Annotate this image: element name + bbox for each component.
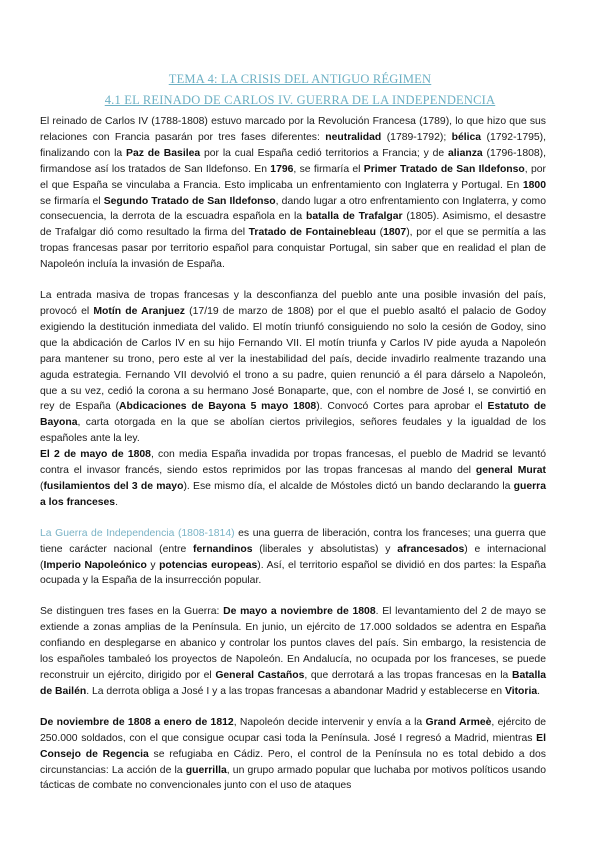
body-text [40,114,546,794]
section-title: 4.1 EL REINADO DE CARLOS IV. GUERRA DE LA INDEPENDENCIA [104,93,496,107]
paragraph-fase-2: De noviembre de 1808 a enero de 1812, Napoleón decide intervenir y envía a la Grand Armeè, ejército de 250.000 soldados, con el que consigue ocupar casi toda la Península. José I regresó a Madrid, mientras El Consejo de Regencia se refugiaba en Cádiz. Pero, el control de la Península no es total debido a dos circunstancias: La acción de la guerrilla, un grupo armado popular que luchaba por motivos políticos usando tácticas de combate no convencionales junto con el uso de ataques [40,716,547,792]
highlighted-term: La Guerra de Independencia (1808-1814) [40,527,235,539]
paragraph-reinado: El reinado de Carlos IV (1788-1808) estuvo marcado por la Revolución Francesa (1789), lo que hizo que sus relaciones con Francia pasarán por tres fases diferentes: neutralidad (1789-1792); bélica (1792-1795), finalizando con la Paz de Basilea por la cual España cedió territorios a Francia; y de alianza (1796-1808), firmandose así los tratados de San Ildefonso. En 1796, se firmaría el Primer Tratado de San Ildefonso, por el que España se vinculaba a Francia. Esto implicaba un enfrentamiento con Inglaterra y Portugal. En 1800 se firmaría el Segundo Tratado de San Ildefonso, dando lugar a otro enfrentamiento con Inglaterra, y como consecuencia, la derrota de la escuadra española en la batalla de Trafalgar (1805). Asimismo, el desastre de Trafalgar dió como resultado la firma del Tratado de Fontainebleau (1807), por el que se permitía a las tropas francesas pasar por territorio español para conquistar Portugal, sin saber que en realidad el plan de Napoleón incluía la invasión de España. [40,116,547,271]
paragraph-motin-aranjuez: La entrada masiva de tropas francesas y la desconfianza del pueblo ante una posible invasión del país, provocó el Motín de Aranjuez (17/19 de marzo de 1808) por el que el pueblo asaltó el palacio de Godoy exigiendo la destitución inmediata del valido. El motín triunfó consiguiendo no solo la cesión de Godoy, sino que la abdicación de Carlos IV en su hijo Fernando VII. El motín triunfa y Carlos IV pide ayuda a Napoleón para mantener su trono, pero este al ver la inestabilidad del país, decide invadirlo realmente trazando una aguda estrategia. Fernando VII devolvió el trono a su padre, quien renunció a él para dárselo a Napoleón, que a su vez, cedió la corona a su hermano José Bonaparte, que, con el nombre de José I, se convirtió en rey de España (Abdicaciones de Bayona 5 mayo 1808). Convocó Cortes para aprobar el Estatuto de Bayona, carta otorgada en la que se abolían ciertos privilegios, señores feudales y la igualdad de los españoles ante la ley. [40,290,547,445]
paragraph-guerra-independencia: La Guerra de Independencia (1808-1814) es una guerra de liberación, contra los franceses; una guerra que tiene carácter nacional (entre fernandinos (liberales y absolutistas) y afrancesados) e internacional (Imperio Napoleónico y potencias europeas). Así, el territorio español se dividió en dos partes: la España ocupada y la España de la insurrección popular. [40,527,546,587]
paragraph-fase-1: Se distinguen tres fases en la Guerra: De mayo a noviembre de 1808. El levantamiento del 2 de mayo se extiende a zonas amplias de la Península. En junio, un ejército de 17.000 soldados se adentra en España confiando en desplegarse en abanico y controlar los puntos claves del país. Sin embargo, la resistencia de los españoles tambaleó los proyectos de Napoleón. En Andalucía, no ocupada por los franceses, se puede reconstruir un ejército, dirigido por el General Castaños, que derrotará a las tropas francesas en la Batalla de Bailén. La derrota obliga a José I y a las tropas francesas a abandonar Madrid y establecerse en Vitoria. [40,606,547,697]
chapter-title: TEMA 4: LA CRISIS DEL ANTIGUO RÉGIMEN [168,72,432,86]
paragraph-dos-de-mayo: El 2 de mayo de 1808, con media España invadida por tropas francesas, el pueblo de Madrid se levantó contra el invasor francés, siendo estos reprimidos por las tropas francesas al mando del general Murat (fusilamientos del 3 de mayo). Ese mismo día, el alcalde de Móstoles dictó un bando declarando la guerra a los franceses. [40,449,546,508]
